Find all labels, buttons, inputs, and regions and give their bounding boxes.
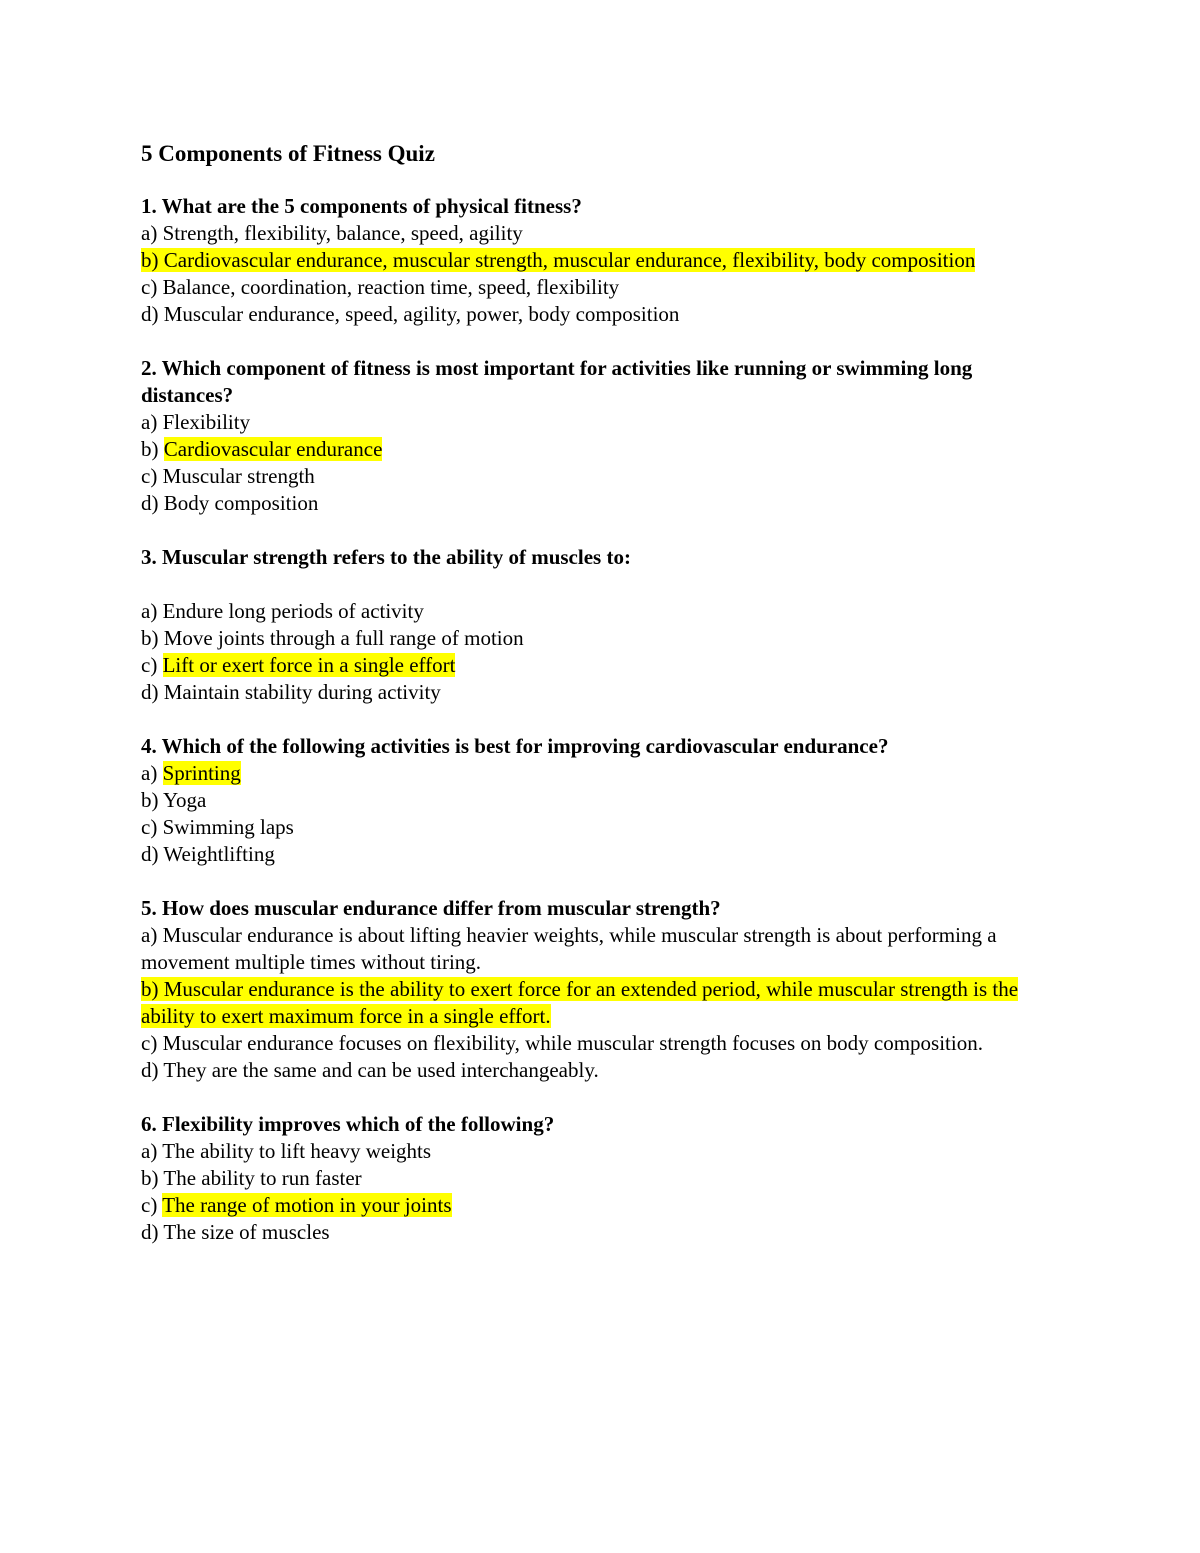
option-d bbox=[141, 679, 1041, 706]
option-text: Flexibility bbox=[162, 410, 251, 434]
option-b-correct bbox=[141, 247, 1041, 274]
quiz-title: 5 Components of Fitness Quiz bbox=[141, 141, 435, 166]
option-c-correct bbox=[141, 652, 1041, 679]
option-letter: d) bbox=[141, 842, 159, 866]
highlighted-answer bbox=[141, 977, 1018, 1028]
option-d bbox=[141, 301, 1041, 328]
option-letter: d) bbox=[141, 680, 159, 704]
option-letter: b) bbox=[141, 1166, 159, 1190]
question-5 bbox=[141, 895, 1041, 1084]
question-text: 4. Which of the following activities is best for improving cardiovascular endurance? bbox=[141, 734, 889, 758]
option-letter: a) bbox=[141, 1139, 158, 1163]
option-letter: b) bbox=[141, 788, 159, 812]
option-b-correct bbox=[141, 976, 1041, 1030]
option-a bbox=[141, 598, 1041, 625]
option-text: Endure long periods of activity bbox=[162, 599, 424, 623]
option-c bbox=[141, 463, 1041, 490]
option-letter: c) bbox=[141, 1193, 158, 1217]
option-text: Maintain stability during activity bbox=[163, 680, 441, 704]
option-letter: d) bbox=[141, 1220, 159, 1244]
question-text: 2. Which component of fitness is most important for activities like running or swimming long distances? bbox=[141, 356, 973, 407]
option-text: Swimming laps bbox=[162, 815, 294, 839]
option-text: Cardiovascular endurance, muscular strength, muscular endurance, flexibility, body composition bbox=[163, 248, 976, 272]
option-text: Muscular endurance focuses on flexibility, while muscular strength focuses on body composition. bbox=[162, 1031, 983, 1055]
option-letter: b) bbox=[141, 626, 159, 650]
option-a bbox=[141, 409, 1041, 436]
option-c bbox=[141, 1030, 1041, 1057]
question-text: 1. What are the 5 components of physical fitness? bbox=[141, 194, 582, 218]
option-text: Muscular endurance is the ability to exert force for an extended period, while muscular strength is the ability to exert maximum force in a single effort. bbox=[141, 977, 1019, 1028]
option-text: Muscular endurance is about lifting heavier weights, while muscular strength is about performing a movement multiple times without tiring. bbox=[141, 923, 997, 974]
option-d bbox=[141, 1219, 1041, 1246]
question-1 bbox=[141, 193, 1041, 328]
highlighted-answer: Lift or exert force in a single effort bbox=[162, 653, 456, 677]
option-text: Strength, flexibility, balance, speed, agility bbox=[162, 221, 523, 245]
option-c bbox=[141, 274, 1041, 301]
option-d bbox=[141, 841, 1041, 868]
option-text: Body composition bbox=[163, 491, 319, 515]
option-text: Muscular endurance, speed, agility, power, body composition bbox=[163, 302, 680, 326]
option-letter: c) bbox=[141, 464, 158, 488]
option-b bbox=[141, 787, 1041, 814]
option-letter: a) bbox=[141, 599, 158, 623]
option-letter: d) bbox=[141, 302, 159, 326]
option-text: Weightlifting bbox=[163, 842, 275, 866]
question-6 bbox=[141, 1111, 1041, 1246]
option-text: Yoga bbox=[162, 788, 207, 812]
option-letter: a) bbox=[141, 221, 158, 245]
question-text: 6. Flexibility improves which of the following? bbox=[141, 1112, 555, 1136]
option-letter: c) bbox=[141, 275, 158, 299]
question-text: 5. How does muscular endurance differ from muscular strength? bbox=[141, 896, 721, 920]
option-text: Balance, coordination, reaction time, speed, flexibility bbox=[162, 275, 620, 299]
option-d bbox=[141, 490, 1041, 517]
highlighted-answer bbox=[141, 248, 975, 272]
option-letter: a) bbox=[141, 923, 158, 947]
option-text: Move joints through a full range of motion bbox=[163, 626, 524, 650]
option-b bbox=[141, 1165, 1041, 1192]
document-page bbox=[141, 140, 1041, 1273]
option-letter: b) bbox=[141, 977, 159, 1001]
option-b-correct bbox=[141, 436, 1041, 463]
option-d bbox=[141, 1057, 1041, 1084]
option-text: The ability to lift heavy weights bbox=[162, 1139, 432, 1163]
option-letter: b) bbox=[141, 248, 159, 272]
option-letter: c) bbox=[141, 653, 158, 677]
option-text: The ability to run faster bbox=[163, 1166, 362, 1190]
question-text: 3. Muscular strength refers to the ability of muscles to: bbox=[141, 545, 631, 569]
option-a bbox=[141, 922, 1041, 976]
highlighted-answer: Sprinting bbox=[162, 761, 241, 785]
option-letter: d) bbox=[141, 491, 159, 515]
question-2 bbox=[141, 355, 1041, 517]
option-text: They are the same and can be used interchangeably. bbox=[163, 1058, 599, 1082]
option-letter: d) bbox=[141, 1058, 159, 1082]
highlighted-answer: The range of motion in your joints bbox=[162, 1193, 452, 1217]
question-3 bbox=[141, 544, 1041, 706]
option-c bbox=[141, 814, 1041, 841]
option-letter: a) bbox=[141, 761, 158, 785]
option-letter: c) bbox=[141, 815, 158, 839]
option-text: Muscular strength bbox=[162, 464, 315, 488]
option-b bbox=[141, 625, 1041, 652]
question-4 bbox=[141, 733, 1041, 868]
option-letter: a) bbox=[141, 410, 158, 434]
option-a bbox=[141, 220, 1041, 247]
option-letter: c) bbox=[141, 1031, 158, 1055]
highlighted-answer: Cardiovascular endurance bbox=[163, 437, 383, 461]
option-a-correct bbox=[141, 760, 1041, 787]
option-letter: b) bbox=[141, 437, 159, 461]
option-c-correct bbox=[141, 1192, 1041, 1219]
option-a bbox=[141, 1138, 1041, 1165]
option-text: The size of muscles bbox=[163, 1220, 330, 1244]
